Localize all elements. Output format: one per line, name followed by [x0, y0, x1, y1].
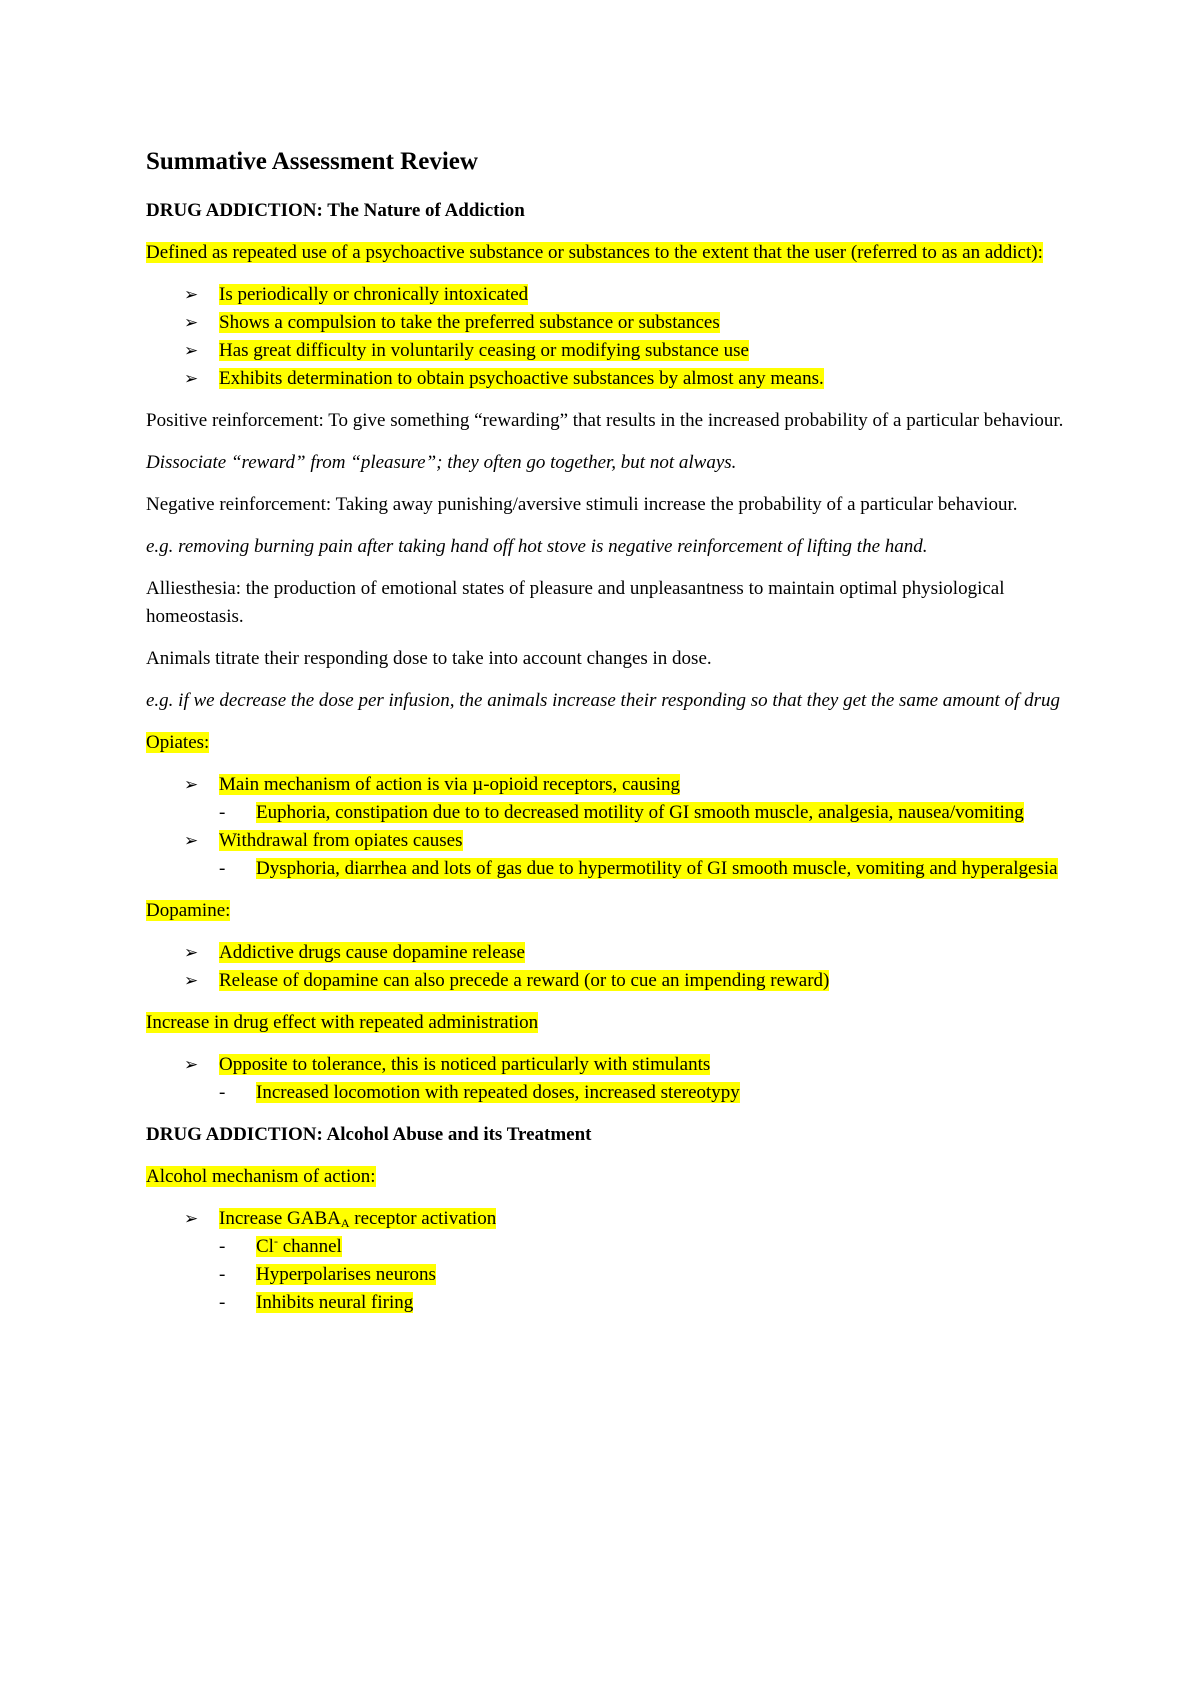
- positive-reinforcement-paragraph: Positive reinforcement: To give something “rewarding” that results in the increased probability of a particular behaviour.: [146, 410, 1064, 431]
- sub-list-item: - Dysphoria, diarrhea and lots of gas due to hypermotility of GI smooth muscle, vomiting and hyperalgesia: [219, 855, 1066, 883]
- alcohol-mechanism-list: [146, 1205, 1066, 1317]
- sub-list-item: - Cl- channel: [219, 1233, 1066, 1261]
- arrow-bullet-icon: ➢: [184, 1209, 199, 1229]
- list-item: ➢ Increase $GABA_A$ receptor activation - Cl- channel - Hyperpolarises neurons - Inhibits neural firing: [146, 1205, 1066, 1317]
- list-item: ➢ Exhibits determination to obtain psychoactive substances by almost any means.: [146, 365, 1066, 393]
- dopamine-label: Dopamine:: [146, 900, 231, 921]
- addict-criteria-list: [146, 281, 1066, 393]
- arrow-bullet-icon: ➢: [184, 313, 199, 333]
- arrow-bullet-icon: ➢: [184, 1055, 199, 1075]
- list-item: ➢ Opposite to tolerance, this is noticed particularly with stimulants - Increased locomotion with repeated doses, increased stereotypy: [146, 1051, 1066, 1107]
- document-title: Summative Assessment Review: [146, 148, 478, 175]
- dash-bullet: -: [219, 802, 226, 823]
- document-content: [146, 146, 1066, 1331]
- negative-reinforcement-example: e.g. removing burning pain after taking hand off hot stove is negative reinforcement of lifting the hand.: [146, 536, 928, 557]
- list-item: ➢ Main mechanism of action is via µ-opioid receptors, causing - Euphoria, constipation due to to decreased motility of GI smooth muscle, analgesia, nausea/vomiting: [146, 771, 1066, 827]
- dopamine-list: [146, 939, 1066, 995]
- dash-bullet: -: [219, 1264, 226, 1285]
- list-item: ➢ Is periodically or chronically intoxicated: [146, 281, 1066, 309]
- section-heading-alcohol: DRUG ADDICTION: Alcohol Abuse and its Treatment: [146, 1124, 592, 1145]
- list-item: ➢ Withdrawal from opiates causes - Dysphoria, diarrhea and lots of gas due to hypermotility of GI smooth muscle, vomiting and hyperalgesia: [146, 827, 1066, 883]
- sub-list-item: - Increased locomotion with repeated doses, increased stereotypy: [219, 1079, 1066, 1107]
- arrow-bullet-icon: ➢: [184, 971, 199, 991]
- sub-list-item: - Euphoria, constipation due to to decreased motility of GI smooth muscle, analgesia, nausea/vomiting: [219, 799, 1066, 827]
- sensitization-list: [146, 1051, 1066, 1107]
- opiates-list: [146, 771, 1066, 883]
- dash-bullet: -: [219, 1292, 226, 1313]
- definition-paragraph: Defined as repeated use of a psychoactive substance or substances to the extent that the user (referred to as an addict):: [146, 242, 1043, 263]
- list-item: ➢ Addictive drugs cause dopamine release: [146, 939, 1066, 967]
- arrow-bullet-icon: ➢: [184, 341, 199, 361]
- alliesthesia-paragraph: Alliesthesia: the production of emotional states of pleasure and unpleasantness to maintain optimal physiological homeostasis.: [146, 578, 1005, 627]
- opiates-label: Opiates:: [146, 732, 210, 753]
- list-item: ➢ Release of dopamine can also precede a reward (or to cue an impending reward): [146, 967, 1066, 995]
- sub-list: [219, 855, 1066, 883]
- sub-list: [219, 1233, 1066, 1317]
- sub-list-item: - Hyperpolarises neurons: [219, 1261, 1066, 1289]
- section-heading-nature: DRUG ADDICTION: The Nature of Addiction: [146, 200, 525, 221]
- sub-list: [219, 1079, 1066, 1107]
- sub-list-item: - Inhibits neural firing: [219, 1289, 1066, 1317]
- arrow-bullet-icon: ➢: [184, 943, 199, 963]
- dash-bullet: -: [219, 1236, 226, 1257]
- sensitization-label: Increase in drug effect with repeated administration: [146, 1012, 539, 1033]
- negative-reinforcement-paragraph: Negative reinforcement: Taking away punishing/aversive stimuli increase the probability of a particular behaviour.: [146, 494, 1018, 515]
- dash-bullet: -: [219, 858, 226, 879]
- arrow-bullet-icon: ➢: [184, 831, 199, 851]
- dash-bullet: -: [219, 1082, 226, 1103]
- arrow-bullet-icon: ➢: [184, 285, 199, 305]
- list-item: ➢ Has great difficulty in voluntarily ceasing or modifying substance use: [146, 337, 1066, 365]
- list-item: ➢ Shows a compulsion to take the preferred substance or substances: [146, 309, 1066, 337]
- dissociate-note: Dissociate “reward” from “pleasure”; they often go together, but not always.: [146, 452, 737, 473]
- arrow-bullet-icon: ➢: [184, 369, 199, 389]
- arrow-bullet-icon: ➢: [184, 775, 199, 795]
- sub-list: [219, 799, 1066, 827]
- titrate-example: e.g. if we decrease the dose per infusion, the animals increase their responding so that they get the same amount of drug: [146, 690, 1060, 711]
- alcohol-mechanism-label: Alcohol mechanism of action:: [146, 1166, 376, 1187]
- titrate-paragraph: Animals titrate their responding dose to take into account changes in dose.: [146, 648, 712, 669]
